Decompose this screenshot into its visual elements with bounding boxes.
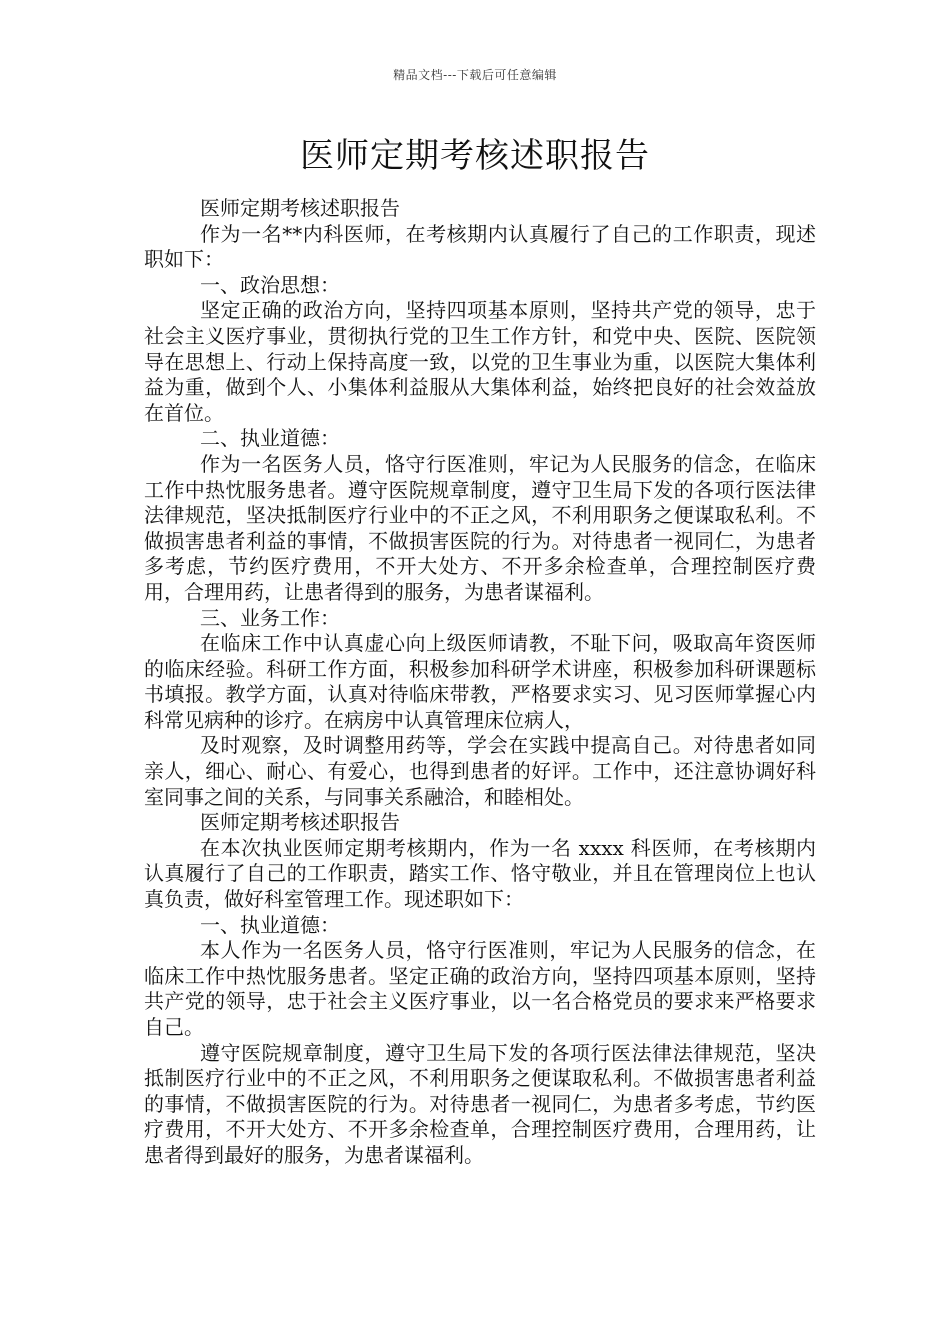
section-heading-political: 一、政治思想： [200,272,340,297]
section-heading-ethics: 二、执业道德： [200,426,340,451]
paragraph-political: 坚定正确的政治方向，坚持四项基本原则，坚持共产党的领导，忠于社会主义医疗事业，贯彻执行党的卫生工作方针，和党中央、医院、医院领导在思想上、行动上保持高度一致，以党的卫生事业为重，以医院大集体利益为重，做到个人、小集体利益服从大集体利益，始终把良好的社会效益放在首位。 [144,298,816,425]
document-body [144,196,816,1169]
paragraph-ethics: 作为一名医务人员，恪守行医准则，牢记为人民服务的信念，在临床工作中热忱服务患者。遵守医院规章制度，遵守卫生局下发的各项行医法律法律规范，坚决抵制医疗行业中的不正之风，不利用职务之便谋取私利。不做损害患者利益的事情，不做损害医院的行为。对待患者一视同仁，为患者多考虑，节约医疗费用，不开大处方、不开多余检查单，合理控制医疗费用，合理用药，让患者得到的服务，为患者谋福利。 [144,451,816,604]
paragraph-intro: 作为一名**内科医师，在考核期内认真履行了自己的工作职责，现述职如下： [144,221,816,272]
paragraph-ethics-2b: 遵守医院规章制度，遵守卫生局下发的各项行医法律法律规范，坚决抵制医疗行业中的不正之风，不利用职务之便谋取私利。不做损害患者利益的事情，不做损害医院的行为。对待患者一视同仁，为患者多考虑，节约医疗费用，不开大处方、不开多余检查单，合理控制医疗费用，合理用药，让患者得到最好的服务，为患者谋福利。 [144,1040,816,1167]
document-title: 医师定期考核述职报告 [300,136,650,176]
paragraph-second-intro: 在本次执业医师定期考核期内，作为一名 xxxx 科医师，在考核期内认真履行了自己的工作职责，踏实工作、恪守敬业，并且在管理岗位上也认真负责，做好科室管理工作。现述职如下： [144,835,816,912]
paragraph-ethics-2a: 本人作为一名医务人员，恪守行医准则，牢记为人民服务的信念，在临床工作中热忱服务患者。坚定正确的政治方向，坚持四项基本原则，坚持共产党的领导，忠于社会主义医疗事业，以一名合格党员的要求来严格要求自己。 [144,938,816,1039]
paragraph-work-1: 在临床工作中认真虚心向上级医师请教，不耻下问，吸取高年资医师的临床经验。科研工作方面，积极参加科研学术讲座，积极参加科研课题标书填报。教学方面，认真对待临床带教，严格要求实习、见习医师掌握心内科常见病种的诊疗。在病房中认真管理床位病人， [144,631,816,732]
paragraph-work-2: 及时观察，及时调整用药等，学会在实践中提高自己。对待患者如同亲人，细心、耐心、有爱心，也得到患者的好评。工作中，还注意协调好科室同事之间的关系，与同事关系融洽，和睦相处。 [144,733,816,809]
section-heading-ethics-2: 一、执业道德： [200,912,340,937]
paragraph-subtitle: 医师定期考核述职报告 [200,196,400,220]
page-header-note: 精品文档---下载后可任意编辑 [393,68,557,82]
paragraph-second-report-title: 医师定期考核述职报告 [200,810,400,835]
section-heading-work: 三、业务工作： [200,605,340,630]
